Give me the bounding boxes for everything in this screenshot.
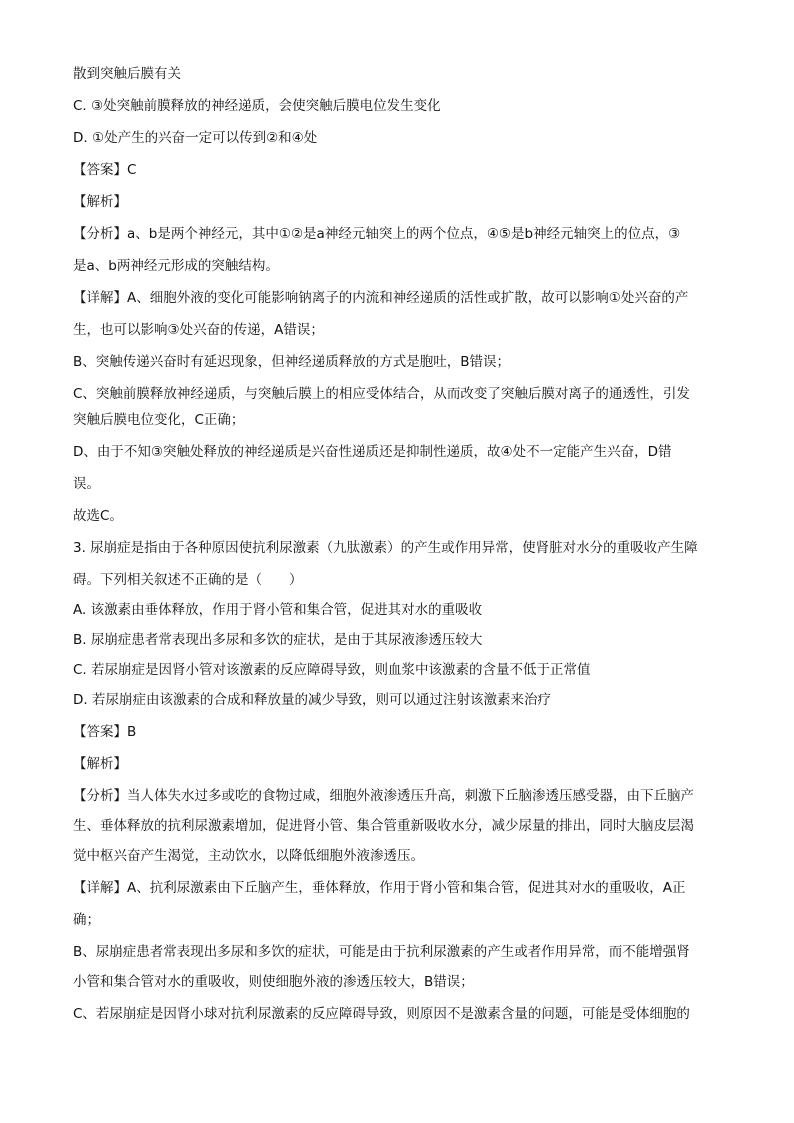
text-line: C、若尿崩症是因肾小球对抗利尿激素的反应障碍导致，则原因不是激素含量的问题，可能是受体细胞的 <box>73 1006 690 1022</box>
text-line: 散到突触后膜有关 <box>73 66 181 82</box>
text-line: 是a、b两神经元形成的突触结构。 <box>73 258 279 274</box>
text-line: 觉中枢兴奋产生渴觉，主动饮水，以降低细胞外液渗透压。 <box>73 848 424 864</box>
analysis-heading: 【解析】 <box>73 194 127 210</box>
text-line: 【分析】当人体失水过多或吃的食物过咸，细胞外液渗透压升高，刺激下丘脑渗透压感受器，由下丘脑产 <box>73 788 694 804</box>
text-line: 小管和集合管对水的重吸收，则使细胞外液的渗透压较大，B错误； <box>73 974 474 990</box>
option-b-line: B. 尿崩症患者常表现出多尿和多饮的症状，是由于其尿液渗透压较大 <box>73 632 483 648</box>
text-line: 故选C。 <box>73 508 123 524</box>
text-line: 误。 <box>73 476 100 492</box>
text-line: 生、垂体释放的抗利尿激素增加，促进肾小管、集合管重新吸收水分，减少尿量的排出，同时大脑皮层渴 <box>73 818 694 834</box>
text-line: 突触后膜电位变化，C正确； <box>73 412 245 428</box>
text-line: 确； <box>73 912 100 928</box>
option-c-line: C. ③处突触前膜释放的神经递质，会使突触后膜电位发生变化 <box>73 98 441 114</box>
text-line: 【详解】A、细胞外液的变化可能影响钠离子的内流和神经递质的活性或扩散，故可以影响①处兴奋的产 <box>73 290 689 306</box>
question-3-line: 碍。下列相关叙述不正确的是（ ） <box>73 572 303 588</box>
option-c-line: C. 若尿崩症是因肾小管对该激素的反应障碍导致，则血浆中该激素的含量不低于正常值 <box>73 662 591 678</box>
answer-label: 【答案】B <box>73 724 137 740</box>
text-line: B、突触传递兴奋时有延迟现象，但神经递质释放的方式是胞吐，B错误； <box>73 354 511 370</box>
option-d-line: D. 若尿崩症由该激素的合成和释放量的减少导致，则可以通过注射该激素来治疗 <box>73 692 551 708</box>
text-line: 【分析】a、b是两个神经元，其中①②是a神经元轴突上的两个位点，④⑤是b神经元轴突上的位点，③ <box>73 226 681 242</box>
option-d-line: D. ①处产生的兴奋一定可以传到②和④处 <box>73 130 318 146</box>
analysis-heading: 【解析】 <box>73 756 127 772</box>
answer-label: 【答案】C <box>73 162 137 178</box>
text-line: B、尿崩症患者常表现出多尿和多饮的症状，可能是由于抗利尿激素的产生或者作用异常，而不能增强肾 <box>73 944 690 960</box>
text-line: D、由于不知③突触处释放的神经递质是兴奋性递质还是抑制性递质，故④处不一定能产生兴奋，D错 <box>73 444 672 460</box>
text-line: 【详解】A、抗利尿激素由下丘脑产生，垂体释放，作用于肾小管和集合管，促进其对水的重吸收，A正 <box>73 880 686 896</box>
text-line: 生，也可以影响③处兴奋的传递，A错误； <box>73 322 324 338</box>
text-line: C、突触前膜释放神经递质，与突触后膜上的相应受体结合，从而改变了突触后膜对离子的通透性，引发 <box>73 386 690 402</box>
option-a-line: A. 该激素由垂体释放，作用于肾小管和集合管，促进其对水的重吸收 <box>73 602 483 618</box>
question-3-line: 3. 尿崩症是指由于各种原因使抗利尿激素（九肽激素）的产生或作用异常，使肾脏对水分的重吸收产生障 <box>73 540 698 556</box>
